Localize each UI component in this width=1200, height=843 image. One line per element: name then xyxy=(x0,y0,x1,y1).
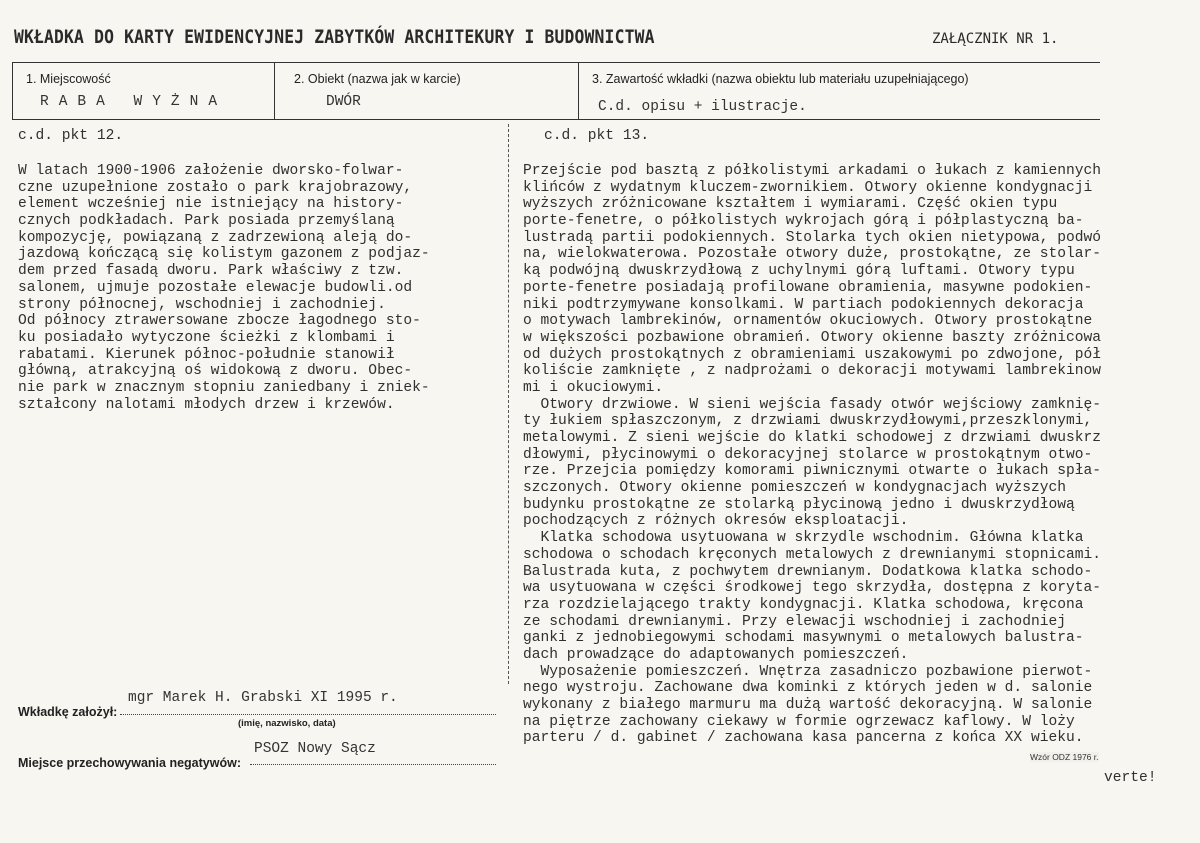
text-line: lustradą partii podokiennych. Stolarka tych okien nietypowa, podwó xyxy=(523,229,1102,246)
text-line: kompozycję, powiązaną z zadrzewioną aleją do- xyxy=(18,229,413,246)
text-line: dach prowadzące do adaptowanych pomieszczeń. xyxy=(523,646,909,663)
object-label: 2. Obiekt (nazwa jak w karcie) xyxy=(294,72,461,86)
text-line: na, wielokwaterowa. Pozostałe otwory duże, prostokątne, ze stolar- xyxy=(523,246,1102,263)
header-left-rule xyxy=(12,62,13,119)
header-top-rule xyxy=(12,62,1100,63)
text-line: ze schodami drewnianymi. Przy elewacji wschodniej i zachodniej xyxy=(523,613,1066,630)
negatives-dotted-line xyxy=(250,764,496,765)
negatives-value: PSOZ Nowy Sącz xyxy=(254,741,376,757)
author-dotted-line xyxy=(120,714,496,715)
text-line: na piętrze zachowany ciekawy w formie ogrzewacz kaflowy. W loży xyxy=(523,713,1075,730)
right-column-text xyxy=(523,163,1101,747)
text-line: Wyposażenie pomieszczeń. Wnętrza zasadniczo pozbawione pierwot- xyxy=(523,663,1093,680)
left-column-text xyxy=(18,163,430,413)
text-line: w większości pozbawione obramień. Otwory okienne baszty zróżnicowa xyxy=(523,329,1102,346)
text-line: jazdową kończącą się kolistym gazonem z podjaz- xyxy=(18,246,430,263)
text-line: parteru / d. gabinet / zachowana kasa pancerna z końca XX wieku. xyxy=(523,730,1084,747)
text-line: niki podtrzymywane konsolkami. W partiach podokiennych dekoracja xyxy=(523,296,1084,313)
text-line: wyższych zróżnicowane kształtem i wymiarami. Część okien typu xyxy=(523,196,1058,213)
text-line: ształcony nalotami młodych drzew i krzewów. xyxy=(18,396,395,413)
text-line: ką podwójną dwuskrzydłową z uchylnymi górą luftami. Otwory typu xyxy=(523,263,1075,280)
content-label: 3. Zawartość wkładki (nazwa obiektu lub materiału uzupełniającego) xyxy=(592,72,969,86)
text-line: wykonany z białego marmuru ma dużą wartość dekoracyjną. W salonie xyxy=(523,697,1093,713)
text-line: ty łukiem spłaszczonym, z drzwiami dwuskrzydłowymi,przeszklonymi, xyxy=(523,413,1093,430)
text-line: Przejście pod basztą z półkolistymi arkadami o łukach z kamiennych xyxy=(523,163,1102,179)
text-line: dłowymi, płycinowymi o dekoracyjnej stolarce w prostokątnym otwo- xyxy=(523,446,1093,463)
text-line: porte-fenetre, o półkolistych wykrojach górą i półplastyczną ba- xyxy=(523,213,1084,230)
header-divider-2 xyxy=(578,62,579,119)
header-divider-1 xyxy=(274,62,275,119)
locality-label: 1. Miejscowość xyxy=(26,72,111,86)
text-line: ku posiadało wytyczone ścieżki z klombami i xyxy=(18,329,395,346)
text-line: metalowymi. Z sieni wejście do klatki schodowej z drzwiami dwuskrz xyxy=(523,430,1102,446)
content-value: C.d. opisu + ilustracje. xyxy=(598,99,807,115)
text-line: salonem, ujmuje pozostałe elewacje budowli.od xyxy=(18,279,413,296)
text-line: rza rozdzielającego trakty kondygnacji. Klatka schodowa, kręcona xyxy=(523,596,1084,613)
text-line: dem przed fasadą dworu. Park właściwy z tzw. xyxy=(18,263,404,280)
text-line: element wcześniej nie istniejący na history- xyxy=(18,196,404,213)
annex-number: ZAŁĄCZNIK NR 1. xyxy=(932,31,1059,47)
text-line: główną, atrakcyjną oś widokową z dworu. Obec- xyxy=(18,363,413,380)
right-column-heading: c.d. pkt 13. xyxy=(544,128,650,144)
text-line: rabatami. Kierunek północ-południe stanowił xyxy=(18,346,395,363)
text-line: od dużych prostokątnych z obramieniami uszakowymi po zdwojone, pół xyxy=(523,346,1102,363)
object-value: DWÓR xyxy=(326,94,361,110)
column-divider xyxy=(508,124,509,684)
author-hint: (imię, nazwisko, data) xyxy=(238,718,336,729)
text-line: mi i okuciowymi. xyxy=(523,379,664,396)
locality-value: RABA WYŻNA xyxy=(40,94,228,110)
text-line: W latach 1900-1906 założenie dworsko-folwar- xyxy=(18,163,404,179)
text-line: pochodzących z różnych okresów eksploatacji. xyxy=(523,513,909,530)
author-value: mgr Marek H. Grabski XI 1995 r. xyxy=(128,690,398,706)
negatives-label: Miejsce przechowywania negatywów: xyxy=(18,756,241,770)
text-line: Otwory drzwiowe. W sieni wejścia fasady otwór wejściowy zamknię- xyxy=(523,396,1102,413)
text-line: nego wystroju. Zachowane dwa kominki z których jeden w d. salonie xyxy=(523,680,1093,697)
text-line: klińców z wydatnym kluczem-zwornikiem. Otwory okienne kondygnacji xyxy=(523,179,1093,196)
text-line: strony północnej, wschodniej i zachodniej. xyxy=(18,296,386,313)
text-line: porte-fenetre posiadają profilowane obramienia, masywne podokien- xyxy=(523,279,1093,296)
text-line: wa usytuowana w części środkowej tego skrzydła, dostępna z koryta- xyxy=(523,580,1102,597)
text-line: Klatka schodowa usytuowana w skrzydle wschodnim. Główna klatka xyxy=(523,530,1084,547)
text-line: ganki z jednobiegowymi schodami masywnymi o metalowych balustra- xyxy=(523,630,1084,647)
header-bottom-rule xyxy=(12,119,1100,120)
form-stamp: Wzór ODZ 1976 r. xyxy=(1030,752,1099,762)
text-line: schodowa o schodach kręconych metalowych z drewnianymi stopnicami. xyxy=(523,546,1102,563)
text-line: koliście zamknięte , z nadprożami o dekoracji motywami lambrekinow xyxy=(523,363,1102,380)
form-title: WKŁADKA DO KARTY EWIDENCYJNEJ ZABYTKÓW ARCHITEKURY I BUDOWNICTWA xyxy=(14,26,655,48)
text-line: nie park w znacznym stopniu zaniedbany i zniek- xyxy=(18,379,430,396)
text-line: cznych podkładach. Park posiada przemyślaną xyxy=(18,213,395,230)
left-column-heading: c.d. pkt 12. xyxy=(18,128,124,144)
text-line: Balustrada kuta, z pochwytem drewnianym. Dodatkowa klatka schodo- xyxy=(523,563,1093,580)
text-line: czne uzupełnione zostało o park krajobrazowy, xyxy=(18,179,413,196)
verte-note: verte! xyxy=(1104,770,1157,786)
text-line: o motywach lambrekinów, ornamentów okuciowych. Otwory prostokątne xyxy=(523,313,1093,330)
author-label: Wkładkę założył: xyxy=(18,705,118,719)
text-line: szczonych. Otwory okienne pomieszczeń w kondygnacjach wyższych xyxy=(523,480,1066,497)
text-line: rze. Przejcia pomiędzy komorami piwnicznymi otwarte o łukach spła- xyxy=(523,463,1102,480)
text-line: budynku prostokątne ze stolarką płycinową jedno i dwuskrzydłową xyxy=(523,496,1075,513)
text-line: Od północy ztrawersowane zbocze łagodnego sto- xyxy=(18,313,421,330)
